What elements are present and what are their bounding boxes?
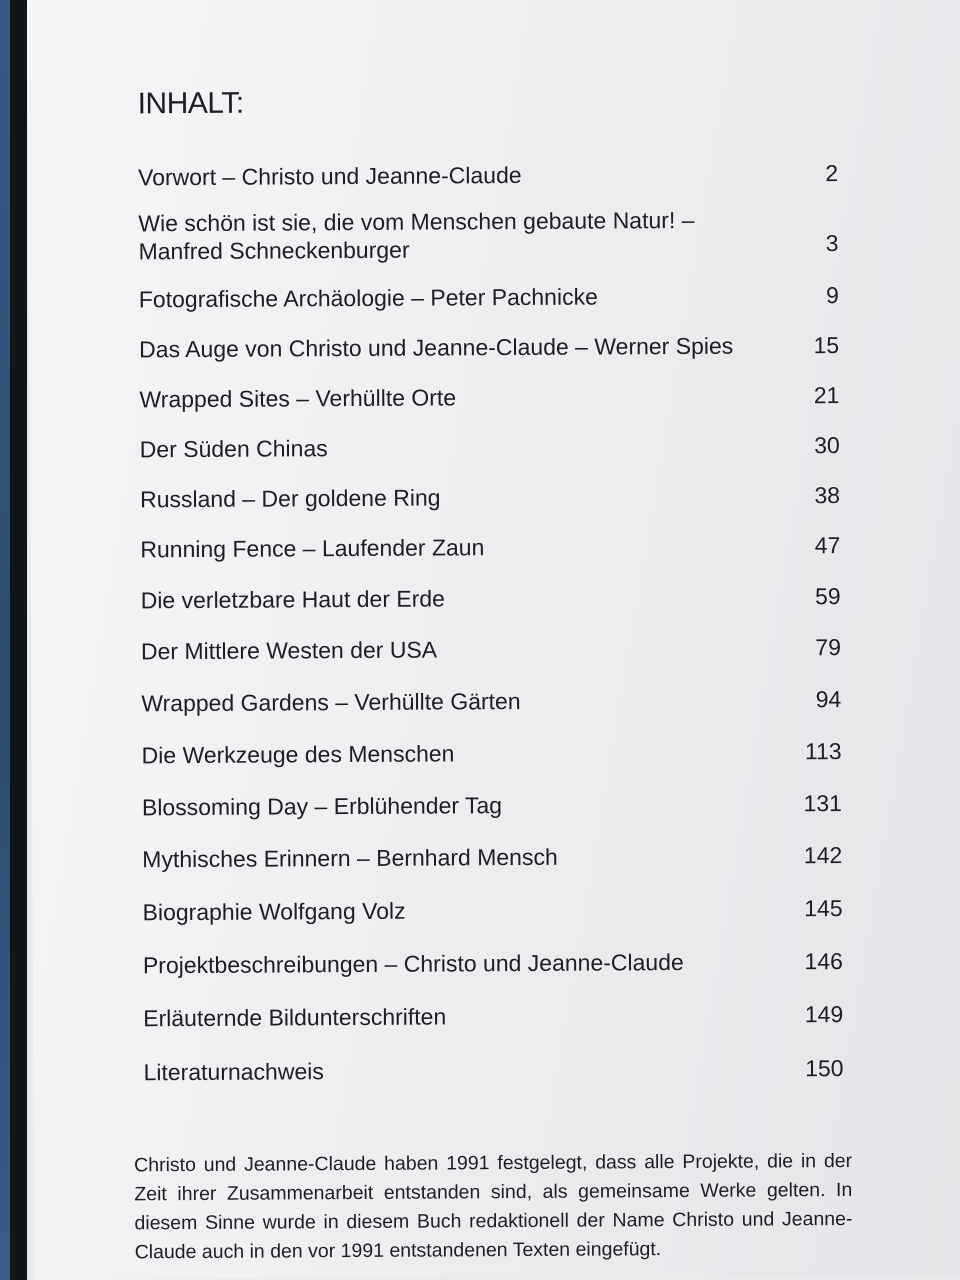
toc-entry: [138, 159, 839, 191]
toc-entry-title: Fotografische Archäologie – Peter Pachnicke: [138, 283, 598, 313]
toc-entry-title: Die Werkzeuge des Menschen: [141, 740, 455, 769]
toc-entry: [141, 737, 842, 769]
toc-entry: [138, 281, 839, 313]
toc-entry: [139, 481, 841, 513]
toc-entry-page-number: 30: [814, 432, 840, 459]
toc-entry-page-number: 3: [825, 230, 839, 257]
toc-entry: [143, 1054, 844, 1086]
table-of-contents: [27, 0, 960, 1280]
toc-entry: [143, 1000, 844, 1032]
toc-entry: [142, 841, 843, 873]
toc-entry-title: Der Mittlere Westen der USA: [140, 636, 438, 665]
toc-entry-page-number: 131: [803, 790, 843, 817]
toc-entry-page-number: 9: [825, 282, 839, 309]
book-binding: [10, 0, 27, 1280]
page-heading: INHALT:: [137, 86, 244, 121]
toc-entry-page-number: 15: [813, 332, 840, 359]
toc-entry: [142, 894, 843, 926]
toc-entry-title: Erläuternde Bildunterschriften: [143, 1003, 447, 1032]
toc-entry-page-number: 79: [815, 634, 842, 661]
toc-entry-page-number: 94: [815, 686, 842, 713]
toc-entry-page-number: 149: [804, 1001, 844, 1028]
toc-entry-title: Literaturnachweis: [143, 1058, 324, 1086]
toc-entry-page-number: 2: [825, 160, 839, 187]
toc-entry: [139, 431, 840, 463]
editorial-note: Christo und Jeanne-Claude haben 1991 festgelegt, dass alle Projekte, die in der Zeit ihrer Zusammenarbeit entstanden sind, als gemeinsame Werke gelten. In diesem Sinne wurde in diesem Buch redaktionell der Name Christo und Jeanne-Claude auch in den vor 1991 entstandenen Texten eingefügt.: [134, 1149, 853, 1264]
toc-entry: [138, 205, 839, 265]
toc-entry: [139, 381, 840, 413]
toc-entry-page-number: 142: [803, 842, 843, 869]
toc-entry: [141, 789, 843, 821]
toc-entry-title: Mythisches Erinnern – Bernhard Mensch: [142, 843, 558, 873]
toc-entry-title: Projektbeschreibungen – Christo und Jeanne-Claude: [142, 949, 684, 979]
toc-entry: [140, 531, 841, 563]
toc-entry-title: Biographie Wolfgang Volz: [142, 897, 406, 926]
toc-entry: [142, 947, 843, 979]
toc-entry-page-number: 113: [804, 738, 842, 765]
toc-entry-page-number: 47: [814, 532, 841, 559]
toc-entry-page-number: 21: [813, 382, 840, 409]
toc-entry-page-number: 38: [814, 482, 841, 509]
toc-entry-title: Blossoming Day – Erblühender Tag: [141, 792, 503, 821]
toc-entry: [139, 331, 840, 363]
toc-entry-title: Wrapped Sites – Verhüllte Orte: [139, 384, 457, 413]
toc-entry-title: Russland – Der goldene Ring: [139, 484, 441, 513]
toc-entry-title: Die verletzbare Haut der Erde: [140, 585, 446, 614]
toc-entry-title: Der Süden Chinas: [139, 435, 328, 463]
toc-entry-page-number: 146: [804, 948, 843, 975]
toc-entry: [140, 582, 841, 614]
toc-entry-page-number: 150: [805, 1055, 844, 1082]
book-spine-edge: [0, 0, 10, 1280]
toc-entry-page-number: 145: [804, 895, 843, 922]
toc-entry-title: Wrapped Gardens – Verhüllte Gärten: [141, 687, 521, 717]
toc-entry-title: Wie schön ist sie, die vom Menschen gebaute Natur! – Manfred Schneckenburger: [138, 206, 695, 265]
toc-entry-page-number: 59: [814, 583, 841, 610]
toc-entry: [141, 685, 842, 717]
book-page: [27, 0, 960, 1280]
toc-entry-title: Vorwort – Christo und Jeanne-Claude: [138, 161, 522, 191]
toc-entry-title: Das Auge von Christo und Jeanne-Claude – Werner Spies: [139, 332, 734, 363]
toc-entry: [140, 633, 842, 665]
toc-entry-title: Running Fence – Laufender Zaun: [140, 534, 485, 563]
